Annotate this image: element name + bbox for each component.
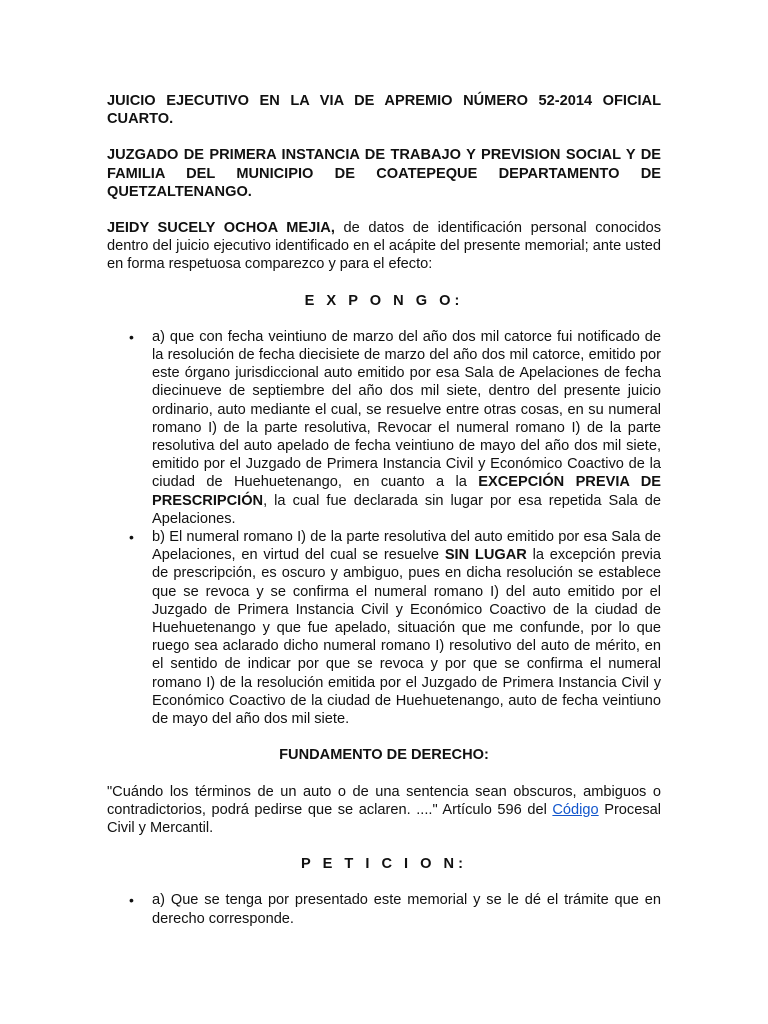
item-text: a) Que se tenga por presentado este memorial y se le dé el trámite que en derecho corresponde. (152, 892, 661, 927)
document-page (107, 92, 661, 928)
item-bold-text: SIN LUGAR (444, 547, 527, 564)
intro-paragraph (107, 219, 661, 274)
peticion-heading: P E T I C I O N: (301, 856, 467, 873)
item-text: b) El numeral romano I) de la parte resolutiva del auto emitido por esa Sala de Apelaciones, en virtud del cual se resuelve (152, 529, 661, 564)
codigo-link[interactable]: Código (552, 801, 599, 818)
item-text: , la cual fue declarada sin lugar por esa repetida Sala de Apelaciones. (152, 492, 661, 527)
expongo-list (107, 328, 661, 728)
fundamento-heading: FUNDAMENTO DE DERECHO: (279, 747, 489, 764)
peticion-item-a (107, 891, 661, 927)
intro-text: de datos de identificación personal conocidos dentro del juicio ejecutivo identificado en el acápite del presente memorial; ante usted en forma respetuosa comparezco y para el efecto: (107, 220, 662, 273)
item-text: a) que con fecha veintiuno de marzo del año dos mil catorce fui notificado de la resolución de fecha diecisiete de marzo del año dos mil catorce, emitido por este órgano jurisdiccional auto emitido por esa Sala de Apelaciones de fecha diecinueve de septiembre del año dos mil siete, dentro del presente juicio ordinario, auto mediante el cual, se resuelve entre otras cosas, en su numeral romano I) de la parte resolutiva, Revocar el numeral romano I) de la parte resolutiva del auto apelado de fecha veintiuno de mayo del año dos mil siete, emitido por el Juzgado de Primera Instancia Civil y Económico Coactivo de la ciudad de Huehuetenango, en cuanto a la (152, 328, 661, 491)
fundamento-paragraph (107, 783, 661, 838)
fundamento-text: Procesal Civil y Mercantil. (107, 801, 661, 836)
case-title: JUICIO EJECUTIVO EN LA VIA DE APREMIO NÚMERO 52-2014 OFICIAL CUARTO. (107, 93, 661, 128)
fundamento-text: "Cuándo los términos de un auto o de una sentencia sean obscuros, ambiguos o contradictorios, podrá pedirse que se aclaren. ...." Artículo 596 del (107, 783, 661, 818)
peticion-list (107, 891, 661, 927)
expongo-item-b (107, 528, 661, 728)
item-bold-text: EXCEPCIÓN PREVIA DE PRESCRIPCIÓN (152, 474, 662, 509)
bullet-icon: • (129, 328, 134, 345)
expongo-heading: E X P O N G O: (304, 292, 464, 309)
court-name: JUZGADO DE PRIMERA INSTANCIA DE TRABAJO Y PREVISION SOCIAL Y DE FAMILIA DEL MUNICIPIO DE COATEPEQUE DEPARTAMENTO DE QUETZALTENANGO. (107, 147, 661, 200)
bullet-icon: • (129, 892, 134, 909)
item-text: la excepción previa de prescripción, es oscuro y ambiguo, pues en dicha resolución se establece que se revoca y se confirma el numeral romano I) del auto emitido por el Juzgado de Primera Instancia Civil y Económico Coactivo de la ciudad de Huehuetenango y que fue apelado, situación que me confunde, por lo que ruego sea aclarado dicho numeral romano I) resolutivo del auto de mérito, en el sentido de indicar por que se revoca y por que se confirma el numeral romano I) de la resolución emitida por el Juzgado de Primera Instancia Civil y Económico Coactivo de la ciudad de Huehuetenango, auto de fecha veintiuno de mayo del año dos mil siete. (152, 547, 661, 728)
bullet-icon: • (129, 529, 134, 546)
expongo-item-a (107, 328, 661, 528)
petitioner-name: JEIDY SUCELY OCHOA MEJIA, (107, 220, 335, 237)
